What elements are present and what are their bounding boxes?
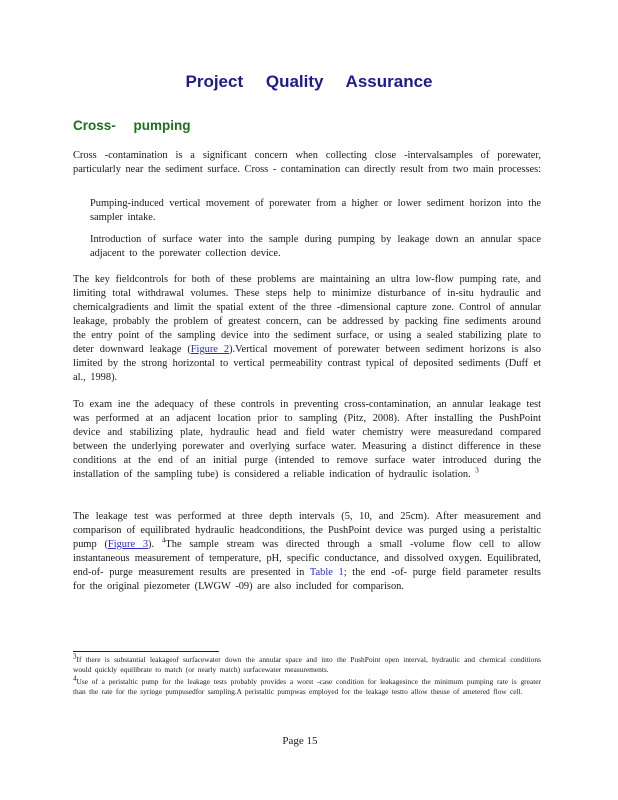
paragraph-text: ). xyxy=(148,539,162,550)
footnote-text: If there is substantial leakageof surfacewater down the annular space and into the PushPoint open interval, hydraulic and chemical conditions would quickly equilibrate to match (or nearly match) surfacewater measurements. xyxy=(73,655,541,675)
leakage-test-paragraph xyxy=(73,398,541,482)
section-heading: Cross- pumping xyxy=(73,118,191,133)
depth-test-paragraph xyxy=(73,510,541,594)
list-item-text: Introduction of surface water into the sample during pumping by leakage down an annular space adjacent to the porewater collection device. xyxy=(90,234,541,259)
paragraph-text: ; the end -of- purge field parameter results for the original piezometer (LWGW -09) are also included for comparison. xyxy=(73,567,541,592)
footnote-number: 4 xyxy=(73,674,77,683)
controls-paragraph xyxy=(73,273,541,385)
list-item-text: Pumping-induced vertical movement of porewater from a higher or lower sediment horizon into the sampler intake. xyxy=(90,198,541,223)
footnote-number: 3 xyxy=(73,652,77,661)
footnote xyxy=(73,674,541,698)
paragraph-text: To exam ine the adequacy of these controls in preventing cross-contamination, an annular leakage test was performed at an adjacent location prior to sampling (Pitz, 2008). After installing the PushPoint device and stabilizing plate, hydraulic head and field water chemistry were measuredand compared between the underlying porewater and overlying surface water. Measuring a distinct difference in these conditions at the end of an initial purge (intended to remove surface water introduced during the installation of the sampling tube) is considered a reliable indication of hydraulic isolation. xyxy=(73,399,541,480)
table-1-link[interactable]: Table 1 xyxy=(309,567,344,578)
footnote xyxy=(73,652,541,676)
page-title: Project Quality Assurance xyxy=(185,72,433,91)
footnote-ref-3[interactable]: 3 xyxy=(475,466,479,475)
list-item xyxy=(73,197,541,225)
intro-paragraph: Cross -contamination is a significant concern when collecting close -intervalsamples of porewater, particularly near the sediment surface. Cross - contamination can directly result from two main processes: xyxy=(73,150,542,175)
page-number: Page 15 xyxy=(282,735,318,747)
figure-3-link[interactable]: Figure 3 xyxy=(107,539,149,550)
paragraph-text: The sample stream was directed through a small -volume flow cell to allow instantaneous measurement of temperature, pH, specific conductance, and dissolved oxygen. Equilibrated, end-of- purge measurement results are presented in xyxy=(73,539,542,578)
list-item xyxy=(73,233,541,261)
footnote-divider xyxy=(73,651,219,652)
footnotes xyxy=(73,652,541,699)
paragraph-text: The key fieldcontrols for both of these problems are maintaining an ultra low-flow pumping rate, and limiting total withdrawal volumes. These steps help to minimize disturbance of in-situ hydraulic and chemicalgradients and limit the spatial extent of the three -dimensional capture zone. Control of annular leakage, probably the problem of greatest concern, can be addressed by packing fine sediments around the entry point of the sampling device into the sediment surface, or using a sealed stabilizing plate to deter downward leakage ( xyxy=(73,274,541,355)
figure-2-link[interactable]: Figure 2 xyxy=(190,344,230,355)
footnote-ref-4[interactable]: 4 xyxy=(161,536,166,545)
footnote-text: Use of a peristaltic pump for the leakage tests probably provides a worst -case condition for leakagesince the minimum pumping rate is greater than the rate for the syringe pumpusedfor sampling.A peristaltic pumpwas employed for the leakage testto allow theuse of ametered flow cell. xyxy=(73,676,541,697)
paragraph-text: The leakage test was performed at three depth intervals (5, 10, and 25cm). After measurement and comparison of equilibrated hydraulic headconditions, the PushPoint device was purged using a peristaltic pump ( xyxy=(73,511,541,550)
paragraph-text: ).Vertical movement of porewater between sediment horizons is also limited by the strong horizontal to vertical permeability contrast typical of deposited sediments (Duff et al., 1998). xyxy=(73,344,541,383)
